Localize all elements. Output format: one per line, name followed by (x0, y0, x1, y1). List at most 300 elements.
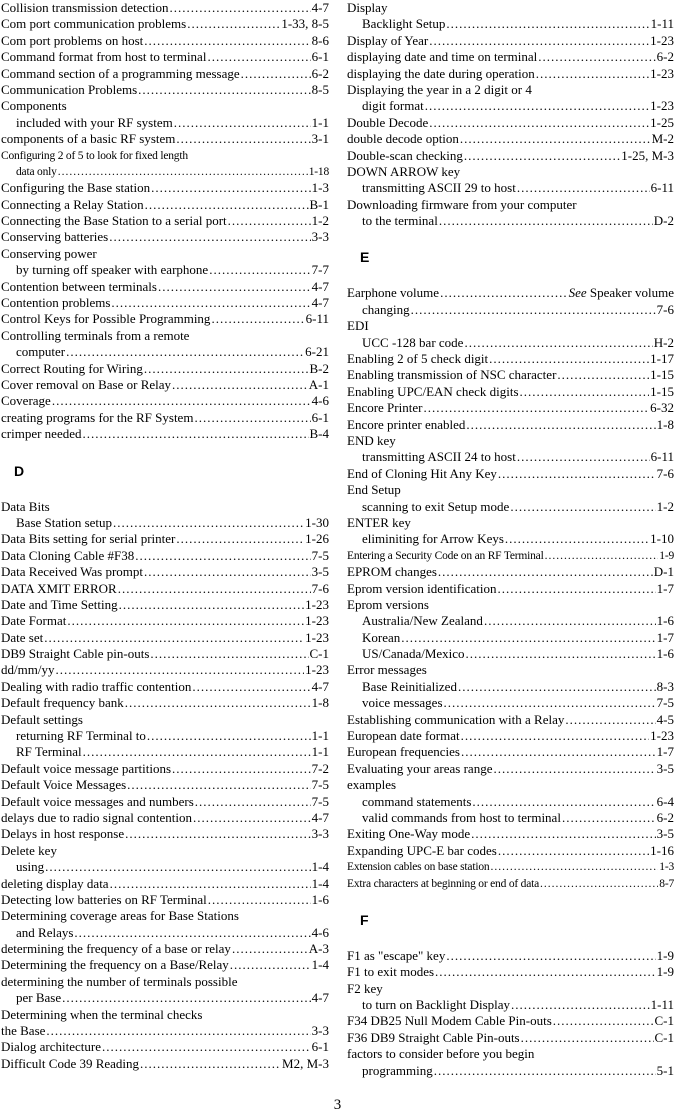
page-reference: 1-23 (650, 98, 674, 114)
dot-leader (446, 948, 655, 964)
dot-leader (464, 148, 620, 164)
dot-leader (52, 393, 311, 409)
dot-leader (187, 16, 280, 32)
index-heading: Error messages (347, 662, 427, 678)
page-reference: 1-4 (311, 859, 329, 875)
entry-term: creating programs for the RF System (1, 409, 194, 425)
entry-term: command statements (362, 793, 472, 809)
entry-term: valid commands from host to terminal (362, 809, 561, 825)
dot-leader (505, 531, 649, 547)
index-entry (347, 843, 674, 859)
index-heading: EDI (347, 318, 369, 334)
page-reference: 8-3 (656, 678, 674, 694)
dot-leader (192, 679, 310, 695)
index-entry (1, 311, 329, 327)
page-reference: 1-30 (305, 514, 329, 530)
entry-term: Entering a Security Code on an RF Terminal (347, 549, 544, 562)
dot-leader (127, 777, 310, 793)
entry-term: EPROM changes (347, 564, 437, 580)
dot-leader (195, 794, 311, 810)
index-entry (1, 229, 329, 245)
entry-term: Coverage (1, 393, 51, 409)
index-entry (1, 876, 329, 892)
index-subentry (1, 262, 329, 278)
entry-term: F1 to exit modes (347, 964, 435, 980)
index-entry (1, 0, 329, 16)
index-entry (1, 180, 329, 196)
entry-term: Extension cables on base station (347, 861, 490, 874)
page-reference: 1-8 (311, 695, 329, 711)
entry-term: per Base (16, 990, 62, 1006)
index-heading: Displaying the year in a 2 digit or 4 (347, 81, 532, 97)
dot-leader (464, 335, 652, 351)
page-reference: 6-2 (656, 809, 674, 825)
index-entry (347, 964, 674, 980)
entry-term: Base Reinitialized (362, 678, 457, 694)
entry-term: Display of Year (347, 32, 429, 48)
page-reference: A-1 (308, 376, 329, 392)
index-column-left (1, 0, 329, 1072)
entry-term: deleting display data (1, 875, 109, 891)
dot-leader (493, 761, 655, 777)
page-reference: 1-23 (650, 65, 674, 81)
entry-term: Dialog architecture (1, 1039, 101, 1055)
index-entry (1, 361, 329, 377)
page-reference: 6-1 (311, 1039, 329, 1055)
entry-term: DB9 Straight Cable pin-outs (1, 646, 150, 662)
page-reference: 6-21 (305, 344, 329, 360)
dot-leader (66, 344, 304, 360)
index-entry (347, 1030, 674, 1046)
entry-term: Determining the frequency on a Base/Relay (1, 957, 229, 973)
dot-leader (489, 351, 649, 367)
page-reference: 4-7 (311, 678, 329, 694)
index-entry (1, 777, 329, 793)
page-reference: 4-6 (311, 393, 329, 409)
index-entry (347, 285, 674, 301)
entry-term: data only (16, 165, 57, 178)
index-entry (347, 384, 674, 400)
dot-leader (471, 826, 656, 842)
page-reference: D-1 (653, 564, 674, 580)
page-reference: 1-1 (311, 728, 329, 744)
page-reference: 3-5 (656, 760, 674, 776)
dot-leader (172, 377, 308, 393)
page-reference: 3-5 (311, 564, 329, 580)
index-entry (1, 892, 329, 908)
index-subentry (347, 302, 674, 318)
entry-term: crimper needed (1, 426, 82, 442)
page-reference: 1-23 (305, 613, 329, 629)
index-heading: Data Bits (1, 498, 50, 514)
dot-leader (490, 859, 658, 875)
page-reference: 1-33, 8-5 (281, 16, 329, 32)
index-subentry (347, 810, 674, 826)
entry-term: Earphone volume (347, 285, 440, 301)
index-entry (347, 66, 674, 82)
index-entry (1, 49, 329, 65)
index-entry (1, 377, 329, 393)
entry-term: Korean (362, 629, 401, 645)
dot-leader (466, 646, 656, 662)
entry-term: Double-scan checking (347, 147, 463, 163)
page-reference: 6-2 (311, 65, 329, 81)
page-reference: 6-1 (311, 409, 329, 425)
index-entry (347, 367, 674, 383)
page-reference: 7-2 (311, 760, 329, 776)
index-entry (1, 613, 329, 629)
index-heading: factors to consider before you begin (347, 1046, 535, 1062)
index-subentry (347, 98, 674, 114)
page-reference: 1-25, M-3 (621, 147, 674, 163)
dot-leader (401, 630, 655, 646)
index-entry (1, 630, 329, 646)
page-reference: 1-4 (311, 957, 329, 973)
page-reference: D-2 (653, 213, 674, 229)
dot-leader (176, 531, 304, 547)
page-reference: 1-18 (308, 165, 329, 178)
dot-leader (553, 1013, 654, 1029)
index-subentry (1, 515, 329, 531)
page-reference: 1-23 (305, 596, 329, 612)
index-entry (347, 49, 674, 65)
page-reference: 1-15 (650, 383, 674, 399)
index-heading: END key (347, 432, 396, 448)
entry-term: Australia/New Zealand (362, 613, 483, 629)
dot-leader (511, 997, 650, 1013)
page-reference: 7-5 (311, 793, 329, 809)
index-heading: Default settings (1, 711, 83, 727)
dot-leader (118, 581, 311, 597)
dot-leader (138, 82, 311, 98)
index-entry (347, 728, 674, 744)
index-subentry (347, 499, 674, 515)
dot-leader (211, 311, 304, 327)
entry-term: Conserving batteries (1, 229, 109, 245)
dot-leader (44, 630, 304, 646)
index-entry (1, 410, 329, 426)
index-subentry (1, 859, 329, 875)
page-reference: 8-7 (659, 877, 674, 890)
entry-term: to the terminal (362, 213, 438, 229)
dot-leader (208, 892, 311, 908)
dot-leader (62, 990, 311, 1006)
index-entry (347, 115, 674, 131)
dot-leader (176, 131, 310, 147)
index-entry (1, 82, 329, 98)
index-entry (1, 662, 329, 678)
page-reference: 7-6 (656, 301, 674, 317)
dot-leader (460, 131, 651, 147)
entry-term: transmitting ASCII 29 to host (362, 180, 516, 196)
dot-leader (440, 285, 568, 301)
index-subentry (347, 646, 674, 662)
entry-term: scanning to exit Setup mode (362, 498, 510, 514)
page-reference: 6-32 (650, 400, 674, 416)
index-entry (1, 826, 329, 842)
entry-term: Base Station setup (16, 514, 113, 530)
section-letter: E (360, 249, 370, 266)
index-subentry (347, 531, 674, 547)
page-reference: 1-4 (311, 875, 329, 891)
entry-term: Data Received Was prompt (1, 564, 144, 580)
dot-leader (517, 180, 650, 196)
index-entry (347, 744, 674, 760)
index-column-right (347, 0, 674, 1079)
page-reference: 1-9 (656, 964, 674, 980)
index-entry (1, 33, 329, 49)
index-entry (347, 876, 674, 892)
entry-term: Configuring the Base station (1, 180, 151, 196)
index-entry (1, 810, 329, 826)
index-subentry (347, 449, 674, 465)
entry-term: Command section of a programming message (1, 65, 240, 81)
index-heading: Downloading firmware from your computer (347, 196, 577, 212)
dot-leader (46, 1023, 310, 1039)
dot-leader (536, 66, 649, 82)
dot-leader (411, 302, 656, 318)
entry-term: Enabling transmission of NSC character (347, 367, 557, 383)
entry-term: delays due to radio signal contention (1, 809, 192, 825)
entry-term: Evaluating your areas range (347, 760, 493, 776)
section-letter: D (14, 462, 25, 479)
page-reference: B-1 (309, 196, 329, 212)
entry-term: Exiting One-Way mode (347, 826, 471, 842)
index-subentry (1, 728, 329, 744)
index-entry (347, 351, 674, 367)
entry-term: Contention between terminals (1, 278, 157, 294)
dot-leader (147, 728, 311, 744)
dot-leader (207, 49, 310, 65)
dot-leader (439, 213, 653, 229)
entry-term: Date set (1, 629, 44, 645)
dot-leader (521, 1030, 654, 1046)
dot-leader (111, 295, 310, 311)
dot-leader (232, 941, 308, 957)
page-reference: 8-6 (311, 32, 329, 48)
dot-leader (425, 98, 649, 114)
page-reference: 7-6 (311, 580, 329, 596)
page-reference: 1-1 (311, 744, 329, 760)
page-reference: 1-6 (656, 646, 674, 662)
index-heading: Display (347, 0, 388, 15)
index-entry (1, 564, 329, 580)
page-reference: 7-7 (311, 262, 329, 278)
page-reference: 6-11 (305, 311, 329, 327)
dot-leader (446, 16, 649, 32)
index-entry (1, 295, 329, 311)
index-subentry (347, 613, 674, 629)
index-entry (347, 948, 674, 964)
dot-leader (58, 164, 308, 180)
index-entry (347, 761, 674, 777)
index-heading: Delete key (1, 842, 57, 858)
entry-term: double decode option (347, 131, 459, 147)
index-subentry (1, 744, 329, 760)
page-reference: 5-1 (656, 1062, 674, 1078)
index-entry (1, 426, 329, 442)
index-subentry (1, 925, 329, 941)
entry-term: Cover removal on Base or Relay (1, 376, 172, 392)
entry-term: Double Decode (347, 114, 429, 130)
dot-leader (172, 761, 311, 777)
dot-leader (110, 876, 311, 892)
page-reference: H-2 (653, 334, 674, 350)
entry-term: by turning off speaker with earphone (16, 262, 209, 278)
page-reference: 1-8 (656, 416, 674, 432)
entry-term: End of Cloning Hit Any Key (347, 465, 497, 481)
index-heading: determining the number of terminals possible (1, 973, 238, 989)
page-reference: 4-6 (311, 924, 329, 940)
page-reference: A-3 (308, 941, 329, 957)
page-reference: 1-16 (650, 842, 674, 858)
dot-leader (517, 449, 650, 465)
page-reference: 1-2 (311, 213, 329, 229)
entry-term: Enabling UPC/EAN check digits (347, 383, 519, 399)
index-entry (347, 564, 674, 580)
index-heading: Components (1, 98, 67, 114)
page-reference: 6-2 (656, 49, 674, 65)
entry-term: F1 as "escape" key (347, 947, 446, 963)
entry-term: Date Format (1, 613, 67, 629)
dot-leader (194, 410, 310, 426)
entry-term: Dealing with radio traffic contention (1, 678, 192, 694)
entry-term: Communication Problems (1, 81, 138, 97)
entry-term: displaying date and time on terminal (347, 49, 538, 65)
entry-term: using (16, 859, 45, 875)
index-entry (347, 548, 674, 564)
dot-leader (109, 229, 310, 245)
entry-term: Command format from host to terminal (1, 49, 207, 65)
index-entry (1, 761, 329, 777)
index-heading: Determining coverage areas for Base Stations (1, 908, 239, 924)
dot-leader (484, 613, 656, 629)
dot-leader (140, 1056, 281, 1072)
index-subentry (347, 335, 674, 351)
index-subentry (347, 794, 674, 810)
see-target: Speaker volume (589, 285, 674, 301)
index-entry (347, 417, 674, 433)
entry-term: F34 DB25 Null Modem Cable Pin-outs (347, 1013, 552, 1029)
page-reference: 3-1 (311, 131, 329, 147)
dot-leader (119, 597, 305, 613)
entry-term: DATA XMIT ERROR (1, 580, 117, 596)
entry-term: Default frequency bank (1, 695, 124, 711)
page-reference: 3-5 (656, 826, 674, 842)
page-reference: 1-6 (656, 613, 674, 629)
dot-leader (150, 646, 308, 662)
dot-leader (74, 925, 310, 941)
dot-leader (497, 581, 655, 597)
page-reference: C-1 (654, 1029, 674, 1045)
index-entry (1, 548, 329, 564)
entry-term: Detecting low batteries on RF Terminal (1, 891, 207, 907)
dot-leader (102, 1039, 311, 1055)
page-reference: 4-7 (311, 990, 329, 1006)
page-reference: 3-3 (311, 1023, 329, 1039)
index-subentry (347, 213, 674, 229)
entry-term: programming (362, 1062, 433, 1078)
page-reference: 6-11 (650, 449, 674, 465)
page-reference: 6-4 (656, 793, 674, 809)
index-entry (1, 1023, 329, 1039)
entry-term: voice messages (362, 695, 443, 711)
entry-term: Default Voice Messages (1, 777, 127, 793)
page-reference: 1-17 (650, 351, 674, 367)
page-reference: 1-7 (656, 744, 674, 760)
dot-leader (510, 499, 655, 515)
page-reference: 7-5 (656, 695, 674, 711)
entry-term: Backlight Setup (362, 16, 446, 32)
dot-leader (557, 367, 649, 383)
page-reference: 4-7 (311, 295, 329, 311)
index-subentry (1, 344, 329, 360)
index-heading: Controlling terminals from a remote (1, 327, 190, 343)
index-subentry (347, 16, 674, 32)
dot-leader (193, 810, 311, 826)
dot-leader (144, 33, 310, 49)
index-entry (1, 794, 329, 810)
dot-leader (228, 213, 311, 229)
index-entry (1, 531, 329, 547)
entry-term: UCC -128 bar code (362, 334, 464, 350)
index-heading: examples (347, 777, 397, 793)
page-reference: 1-1 (311, 114, 329, 130)
page-reference: 4-7 (311, 278, 329, 294)
page-reference: C-1 (309, 646, 329, 662)
page-reference: 6-11 (650, 180, 674, 196)
page-reference: 8-5 (311, 81, 329, 97)
entry-term: to turn on Backlight Display (362, 997, 511, 1013)
page-reference: 4-7 (311, 0, 329, 15)
entry-term: digit format (362, 98, 424, 114)
entry-term: European frequencies (347, 744, 460, 760)
entry-term: Expanding UPC-E bar codes (347, 842, 497, 858)
dot-leader (538, 49, 655, 65)
entry-term: computer (16, 344, 66, 360)
index-entry (347, 826, 674, 842)
dot-leader (434, 1063, 656, 1079)
index-entry (1, 957, 329, 973)
page-reference: 7-5 (311, 547, 329, 563)
page-reference: 1-3 (311, 180, 329, 196)
dot-leader (562, 810, 656, 826)
entry-term: Delays in host response (1, 826, 125, 842)
entry-term: Extra characters at beginning or end of data (347, 877, 540, 890)
dot-leader (144, 361, 309, 377)
entry-term: Com port communication problems (1, 16, 187, 32)
see-reference: See (568, 285, 587, 301)
index-entry (347, 131, 674, 147)
index-entry (1, 695, 329, 711)
index-heading: Configuring 2 of 5 to look for fixed length (1, 149, 188, 162)
index-entry (347, 581, 674, 597)
dot-leader (67, 613, 304, 629)
dot-leader (135, 548, 310, 564)
dot-leader (444, 695, 656, 711)
dot-leader (125, 695, 311, 711)
entry-term: US/Canada/Mexico (362, 646, 465, 662)
index-entry (1, 1039, 329, 1055)
page-reference: 4-5 (656, 711, 674, 727)
entry-term: Control Keys for Possible Programming (1, 311, 211, 327)
entry-term: dd/mm/yy (1, 662, 55, 678)
page-reference: 1-2 (656, 498, 674, 514)
index-subentry (1, 164, 329, 180)
dot-leader (472, 794, 655, 810)
page-reference: 6-1 (311, 49, 329, 65)
index-entry (1, 581, 329, 597)
